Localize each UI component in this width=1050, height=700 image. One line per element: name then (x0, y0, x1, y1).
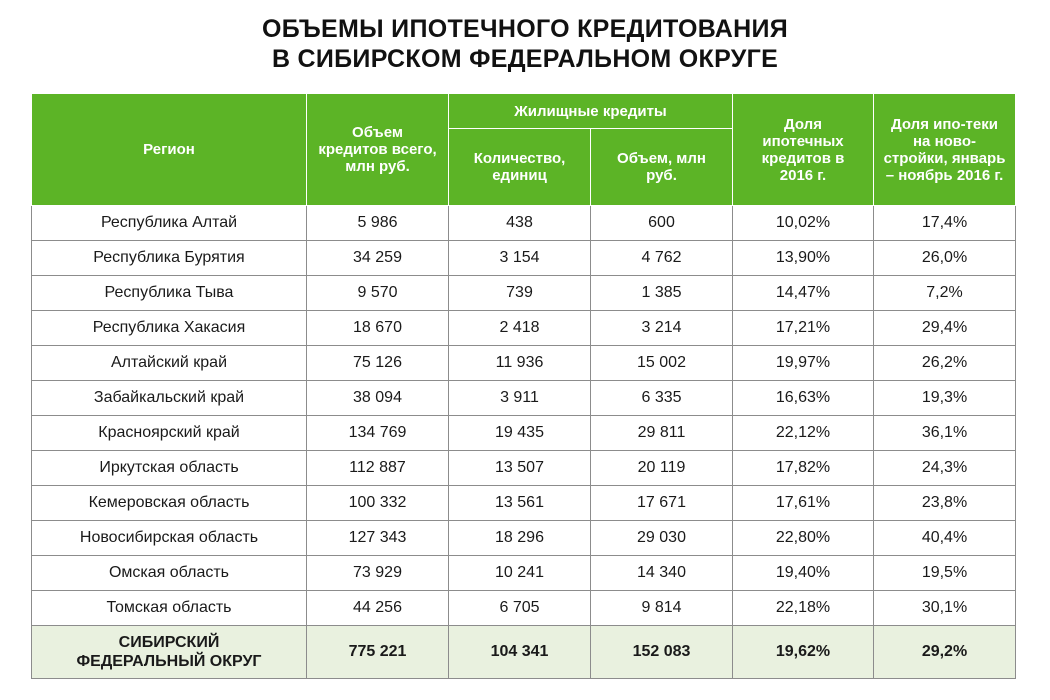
cell-count: 11 936 (449, 346, 591, 381)
cell-total-volume: 75 126 (307, 346, 449, 381)
cell-mortgage-share: 19,97% (733, 346, 874, 381)
cell-count: 10 241 (449, 556, 591, 591)
cell-count: 18 296 (449, 521, 591, 556)
cell-count: 13 507 (449, 451, 591, 486)
header-count: Количество, единиц (449, 129, 591, 206)
cell-newbuild-share: 36,1% (874, 416, 1016, 451)
table-row (32, 521, 1016, 556)
header-mortgage-share: Доля ипотечных кредитов в 2016 г. (733, 94, 874, 206)
cell-newbuild-share: 19,5% (874, 556, 1016, 591)
total-region-line-2: ФЕДЕРАЛЬНЫЙ ОКРУГ (76, 653, 262, 670)
table-row (32, 276, 1016, 311)
header-region: Регион (32, 94, 307, 206)
cell-volume: 29 811 (591, 416, 733, 451)
cell-volume: 600 (591, 206, 733, 241)
cell-volume: 15 002 (591, 346, 733, 381)
cell-region: Красноярский край (32, 416, 307, 451)
table-row (32, 556, 1016, 591)
cell-mortgage-share: 17,21% (733, 311, 874, 346)
cell-newbuild-share: 7,2% (874, 276, 1016, 311)
cell-region: Иркутская область (32, 451, 307, 486)
cell-region: Республика Бурятия (32, 241, 307, 276)
table-body (32, 206, 1016, 679)
table-row (32, 311, 1016, 346)
cell-volume: 1 385 (591, 276, 733, 311)
cell-newbuild-share: 24,3% (874, 451, 1016, 486)
cell-mortgage-share: 22,12% (733, 416, 874, 451)
table-row (32, 591, 1016, 626)
cell-region: Томская область (32, 591, 307, 626)
cell-total-volume: 112 887 (307, 451, 449, 486)
cell-region: Алтайский край (32, 346, 307, 381)
cell-region: Кемеровская область (32, 486, 307, 521)
cell-newbuild-share: 26,0% (874, 241, 1016, 276)
cell-total-volume: 34 259 (307, 241, 449, 276)
cell-mortgage-share: 16,63% (733, 381, 874, 416)
cell-total-volume: 775 221 (307, 626, 449, 679)
cell-region: Республика Тыва (32, 276, 307, 311)
cell-total-volume: 5 986 (307, 206, 449, 241)
table-row (32, 206, 1016, 241)
table-row (32, 486, 1016, 521)
cell-newbuild-share: 23,8% (874, 486, 1016, 521)
cell-total-volume: 18 670 (307, 311, 449, 346)
cell-mortgage-share: 19,40% (733, 556, 874, 591)
cell-region-total (32, 626, 307, 679)
cell-volume: 9 814 (591, 591, 733, 626)
cell-count: 104 341 (449, 626, 591, 679)
cell-newbuild-share: 29,2% (874, 626, 1016, 679)
cell-mortgage-share: 22,18% (733, 591, 874, 626)
cell-count: 6 705 (449, 591, 591, 626)
mortgage-table (31, 93, 1016, 679)
cell-volume: 6 335 (591, 381, 733, 416)
cell-volume: 3 214 (591, 311, 733, 346)
cell-total-volume: 127 343 (307, 521, 449, 556)
page-title (0, 14, 1050, 74)
total-region-line-1: СИБИРСКИЙ (118, 634, 220, 651)
cell-count: 3 911 (449, 381, 591, 416)
cell-mortgage-share: 22,80% (733, 521, 874, 556)
cell-region: Республика Алтай (32, 206, 307, 241)
header-housing-loans: Жилищные кредиты (449, 94, 733, 129)
cell-volume: 4 762 (591, 241, 733, 276)
title-line-1: ОБЪЕМЫ ИПОТЕЧНОГО КРЕДИТОВАНИЯ (261, 15, 789, 43)
table-row (32, 416, 1016, 451)
cell-volume: 152 083 (591, 626, 733, 679)
cell-region: Забайкальский край (32, 381, 307, 416)
cell-mortgage-share: 10,02% (733, 206, 874, 241)
cell-count: 19 435 (449, 416, 591, 451)
table-row (32, 451, 1016, 486)
cell-count: 3 154 (449, 241, 591, 276)
cell-total-volume: 9 570 (307, 276, 449, 311)
cell-mortgage-share: 17,61% (733, 486, 874, 521)
cell-total-volume: 73 929 (307, 556, 449, 591)
cell-newbuild-share: 26,2% (874, 346, 1016, 381)
cell-total-volume: 134 769 (307, 416, 449, 451)
cell-count: 2 418 (449, 311, 591, 346)
cell-newbuild-share: 17,4% (874, 206, 1016, 241)
cell-count: 438 (449, 206, 591, 241)
table-row (32, 346, 1016, 381)
cell-mortgage-share: 13,90% (733, 241, 874, 276)
cell-total-volume: 38 094 (307, 381, 449, 416)
cell-volume: 20 119 (591, 451, 733, 486)
cell-volume: 29 030 (591, 521, 733, 556)
header-total-volume: Объем кредитов всего, млн руб. (307, 94, 449, 206)
cell-mortgage-share: 17,82% (733, 451, 874, 486)
cell-newbuild-share: 30,1% (874, 591, 1016, 626)
cell-mortgage-share: 19,62% (733, 626, 874, 679)
cell-region: Республика Хакасия (32, 311, 307, 346)
cell-region: Омская область (32, 556, 307, 591)
header-volume: Объем, млн руб. (591, 129, 733, 206)
cell-count: 13 561 (449, 486, 591, 521)
cell-count: 739 (449, 276, 591, 311)
header-newbuild-share: Доля ипо-теки на ново-стройки, январь – ноябрь 2016 г. (874, 94, 1016, 206)
cell-newbuild-share: 29,4% (874, 311, 1016, 346)
table-row (32, 241, 1016, 276)
cell-newbuild-share: 19,3% (874, 381, 1016, 416)
cell-total-volume: 44 256 (307, 591, 449, 626)
title-line-2: В СИБИРСКОМ ФЕДЕРАЛЬНОМ ОКРУГЕ (271, 45, 779, 73)
cell-total-volume: 100 332 (307, 486, 449, 521)
total-row (32, 626, 1016, 679)
cell-region: Новосибирская область (32, 521, 307, 556)
cell-mortgage-share: 14,47% (733, 276, 874, 311)
cell-volume: 17 671 (591, 486, 733, 521)
table-row (32, 381, 1016, 416)
cell-newbuild-share: 40,4% (874, 521, 1016, 556)
cell-volume: 14 340 (591, 556, 733, 591)
